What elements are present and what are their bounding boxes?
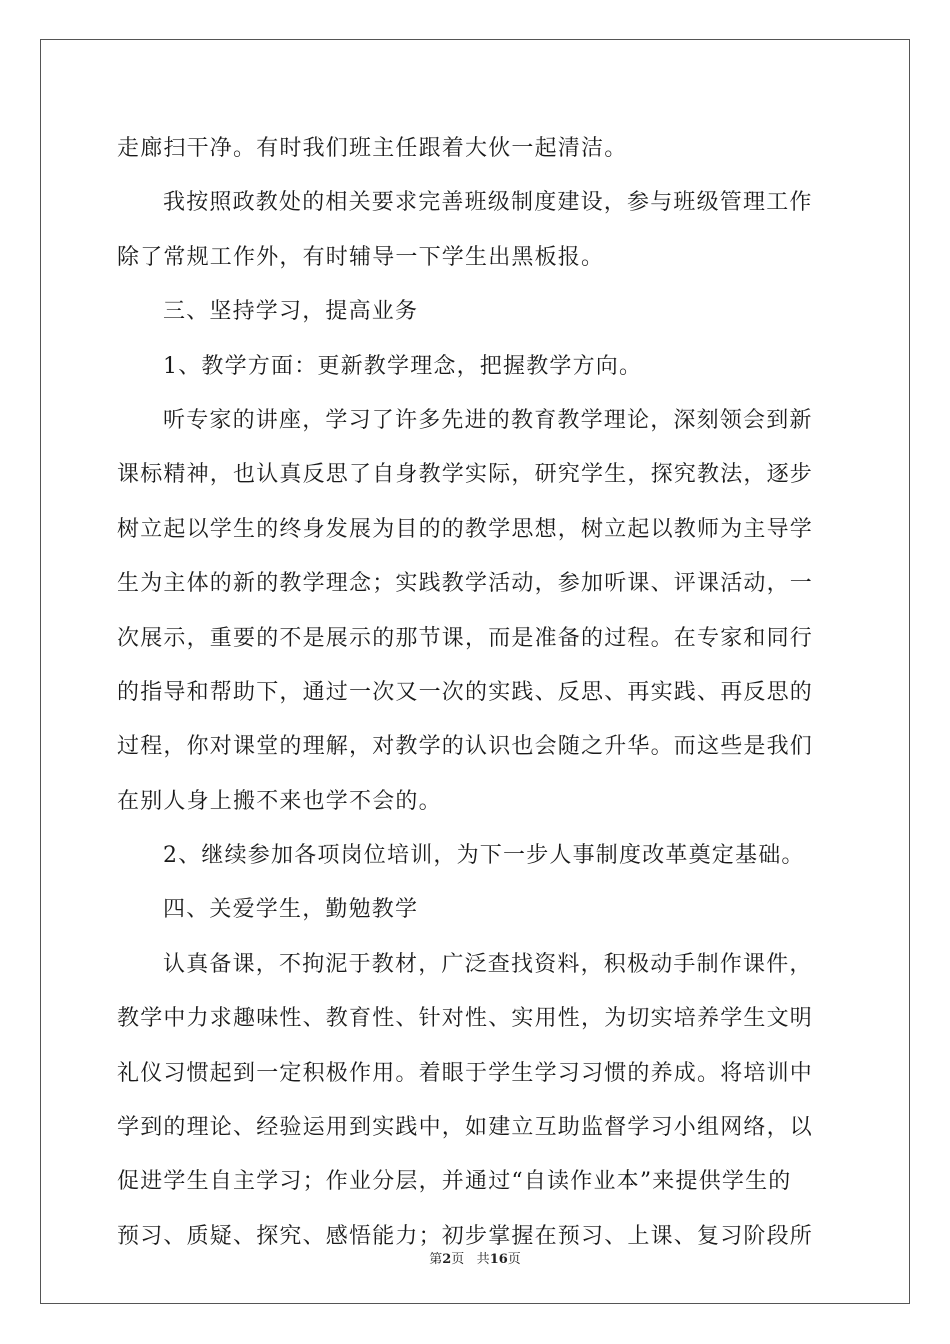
text-line: 过程，你对课堂的理解，对教学的认识也会随之升华。而这些是我们	[117, 734, 814, 760]
text-line: 课标精神，也认真反思了自身教学实际，研究学生，探究教法，逐步	[117, 462, 814, 488]
text-line: 学到的理论、经验运用到实践中，如建立互助监督学习小组网络，以	[117, 1115, 814, 1141]
subsection-heading: 1、教学方面：更新教学理念，把握教学方向。	[163, 353, 643, 379]
section-heading: 四、关爱学生，勤勉教学	[163, 897, 419, 923]
page-prefix: 第	[429, 1252, 443, 1267]
document-body	[117, 122, 833, 1264]
text-line: 次展示，重要的不是展示的那节课，而是准备的过程。在专家和同行	[117, 625, 814, 651]
total-prefix: 共	[476, 1252, 490, 1267]
text-line: 我按照政教处的相关要求完善班级制度建设，参与班级管理工作	[163, 190, 813, 216]
text-line: 树立起以学生的终身发展为目的的教学思想，树立起以教师为主导学	[117, 516, 814, 542]
text-line: 礼仪习惯起到一定积极作用。着眼于学生学习习惯的养成。将培训中	[117, 1060, 814, 1086]
total-pages: 16	[489, 1252, 508, 1267]
page-footer	[0, 1248, 950, 1267]
text-line: 预习、质疑、探究、感悟能力；初步掌握在预习、上课、复习阶段所	[117, 1223, 814, 1249]
total-suffix: 页	[507, 1252, 521, 1267]
text-line: 除了常规工作外，有时辅导一下学生出黑板报。	[117, 244, 605, 270]
text-line: 认真备课，不拘泥于教材，广泛查找资料，积极动手制作课件，	[163, 951, 813, 977]
text-line: 听专家的讲座，学习了许多先进的教育教学理论，深刻领会到新	[163, 407, 813, 433]
page-suffix: 页	[451, 1252, 465, 1267]
text-line: 在别人身上搬不来也学不会的。	[117, 788, 442, 814]
subsection-heading: 2、继续参加各项岗位培训，为下一步人事制度改革奠定基础。	[163, 843, 805, 869]
text-line: 的指导和帮助下，通过一次又一次的实践、反思、再实践、再反思的	[117, 679, 814, 705]
text-line: 生为主体的新的教学理念；实践教学活动，参加听课、评课活动，一	[117, 571, 814, 597]
text-line: 走廊扫干净。有时我们班主任跟着大伙一起清洁。	[117, 136, 628, 161]
text-line: 促进学生自主学习；作业分层，并通过“自读作业本”来提供学生的	[117, 1169, 792, 1195]
page-number: 2	[442, 1252, 452, 1267]
section-heading: 三、坚持学习，提高业务	[163, 299, 419, 325]
text-line: 教学中力求趣味性、教育性、针对性、实用性，为切实培养学生文明	[117, 1006, 814, 1032]
